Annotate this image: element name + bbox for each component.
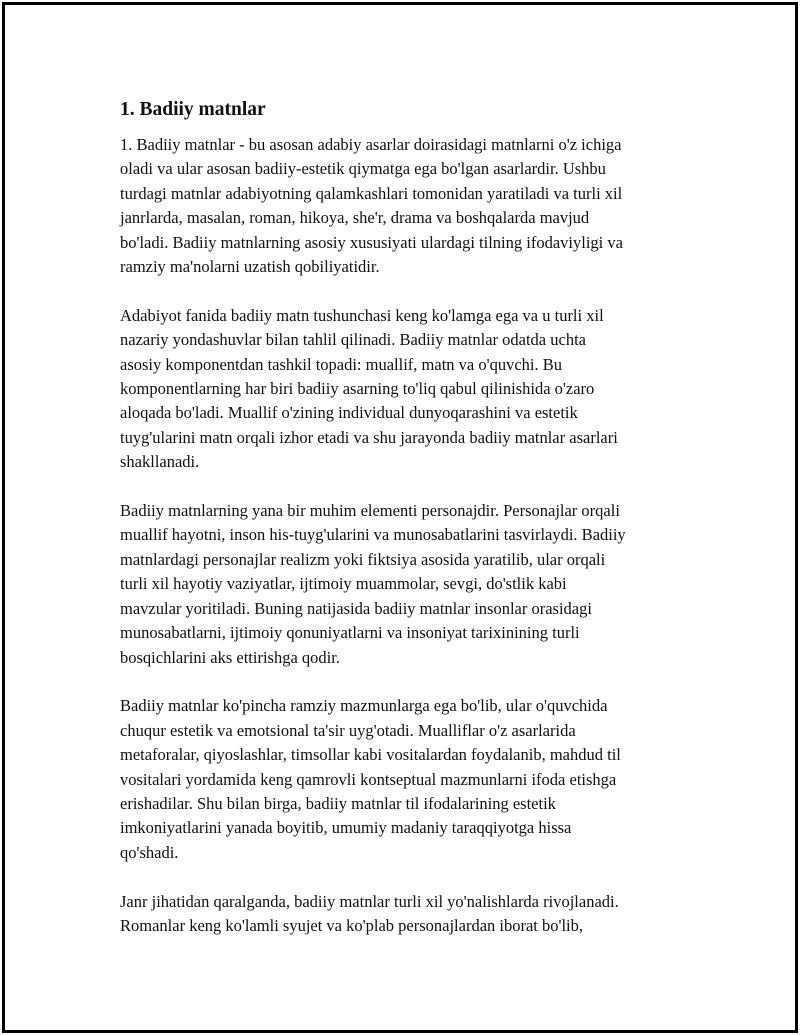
text-line: turdagi matnlar adabiyotning qalamkashlari tomonidan yaratiladi va turli xil bbox=[120, 183, 623, 203]
text-line: shakllanadi. bbox=[120, 452, 200, 472]
text-line: ramziy ma'nolarni uzatish qobiliyatidir. bbox=[120, 257, 380, 277]
text-line: aloqada bo'ladi. Muallif o'zining individual dunyoqarashini va estetik bbox=[120, 403, 578, 423]
document-page bbox=[2, 2, 798, 1033]
text-line: chuqur estetik va emotsional ta'sir uyg'otadi. Mualliflar o'z asarlarida bbox=[120, 720, 576, 740]
paragraph-5 bbox=[120, 890, 690, 939]
text-line: Romanlar keng ko'lamli syujet va ko'plab personajlardan iborat bo'lib, bbox=[120, 915, 584, 935]
text-line: turli xil hayotiy vaziyatlar, ijtimoiy muammolar, sevgi, do'stlik kabi bbox=[120, 574, 567, 594]
text-line: muallif hayotni, inson his-tuyg'ularini va munosabatlarini tasvirlaydi. Badiiy bbox=[120, 525, 626, 545]
text-line: imkoniyatlarini yanada boyitib, umumiy madaniy taraqqiyotga hissa bbox=[120, 818, 572, 838]
text-line: matnlardagi personajlar realizm yoki fiktsiya asosida yaratilib, ular orqali bbox=[120, 549, 606, 569]
text-line: nazariy yondashuvlar bilan tahlil qilinadi. Badiiy matnlar odatda uchta bbox=[120, 330, 586, 350]
text-line: mavzular yoritiladi. Buning natijasida badiiy matnlar insonlar orasidagi bbox=[120, 598, 592, 618]
text-line: vositalari yordamida keng qamrovli kontseptual mazmunlarni ifoda etishga bbox=[120, 769, 617, 789]
text-line: oladi va ular asosan badiiy-estetik qiymatga ega bo'lgan asarlardir. Ushbu bbox=[120, 159, 606, 179]
text-line: janrlarda, masalan, roman, hikoya, she'r, drama va boshqalarda mavjud bbox=[120, 208, 590, 228]
text-line: qo'shadi. bbox=[120, 842, 179, 862]
paragraph-3 bbox=[120, 499, 690, 670]
paragraph-4 bbox=[120, 694, 690, 865]
paragraph-1 bbox=[120, 133, 690, 279]
section-title: 1. Badiiy matnlar bbox=[120, 99, 266, 120]
document-body bbox=[120, 97, 690, 963]
text-line: Badiiy matnlarning yana bir muhim elementi personajdir. Personajlar orqali bbox=[120, 501, 620, 521]
text-line: metaforalar, qiyoslashlar, timsollar kabi vositalardan foydalanib, mahdud til bbox=[120, 745, 621, 765]
text-line: munosabatlarni, ijtimoiy qonuniyatlarni va insoniyat tarixinining turli bbox=[120, 623, 580, 643]
text-line: erishadilar. Shu bilan birga, badiiy matnlar til ifodalarining estetik bbox=[120, 793, 556, 813]
text-line: bo'ladi. Badiiy matnlarning asosiy xususiyati ulardagi tilning ifodaviyligi va bbox=[120, 232, 623, 252]
text-line: 1. Badiiy matnlar - bu asosan adabiy asarlar doirasidagi matnlarni o'z ichiga bbox=[120, 135, 622, 154]
text-line: Badiiy matnlar ko'pincha ramziy mazmunlarga ega bo'lib, ular o'quvchida bbox=[120, 696, 608, 716]
paragraph-2 bbox=[120, 304, 690, 475]
text-line: Janr jihatidan qaralganda, badiiy matnlar turli xil yo'nalishlarda rivojlanadi. bbox=[120, 891, 619, 911]
text-line: tuyg'ularini matn orqali izhor etadi va shu jarayonda badiiy matnlar asarlari bbox=[120, 427, 618, 447]
text-line: Adabiyot fanida badiiy matn tushunchasi keng ko'lamga ega va u turli xil bbox=[120, 305, 604, 325]
text-line: komponentlarning har biri badiiy asarning to'liq qabul qilinishida o'zaro bbox=[120, 379, 595, 399]
text-line: asosiy komponentdan tashkil topadi: muallif, matn va o'quvchi. Bu bbox=[120, 354, 562, 374]
text-line: bosqichlarini aks ettirishga qodir. bbox=[120, 647, 340, 667]
